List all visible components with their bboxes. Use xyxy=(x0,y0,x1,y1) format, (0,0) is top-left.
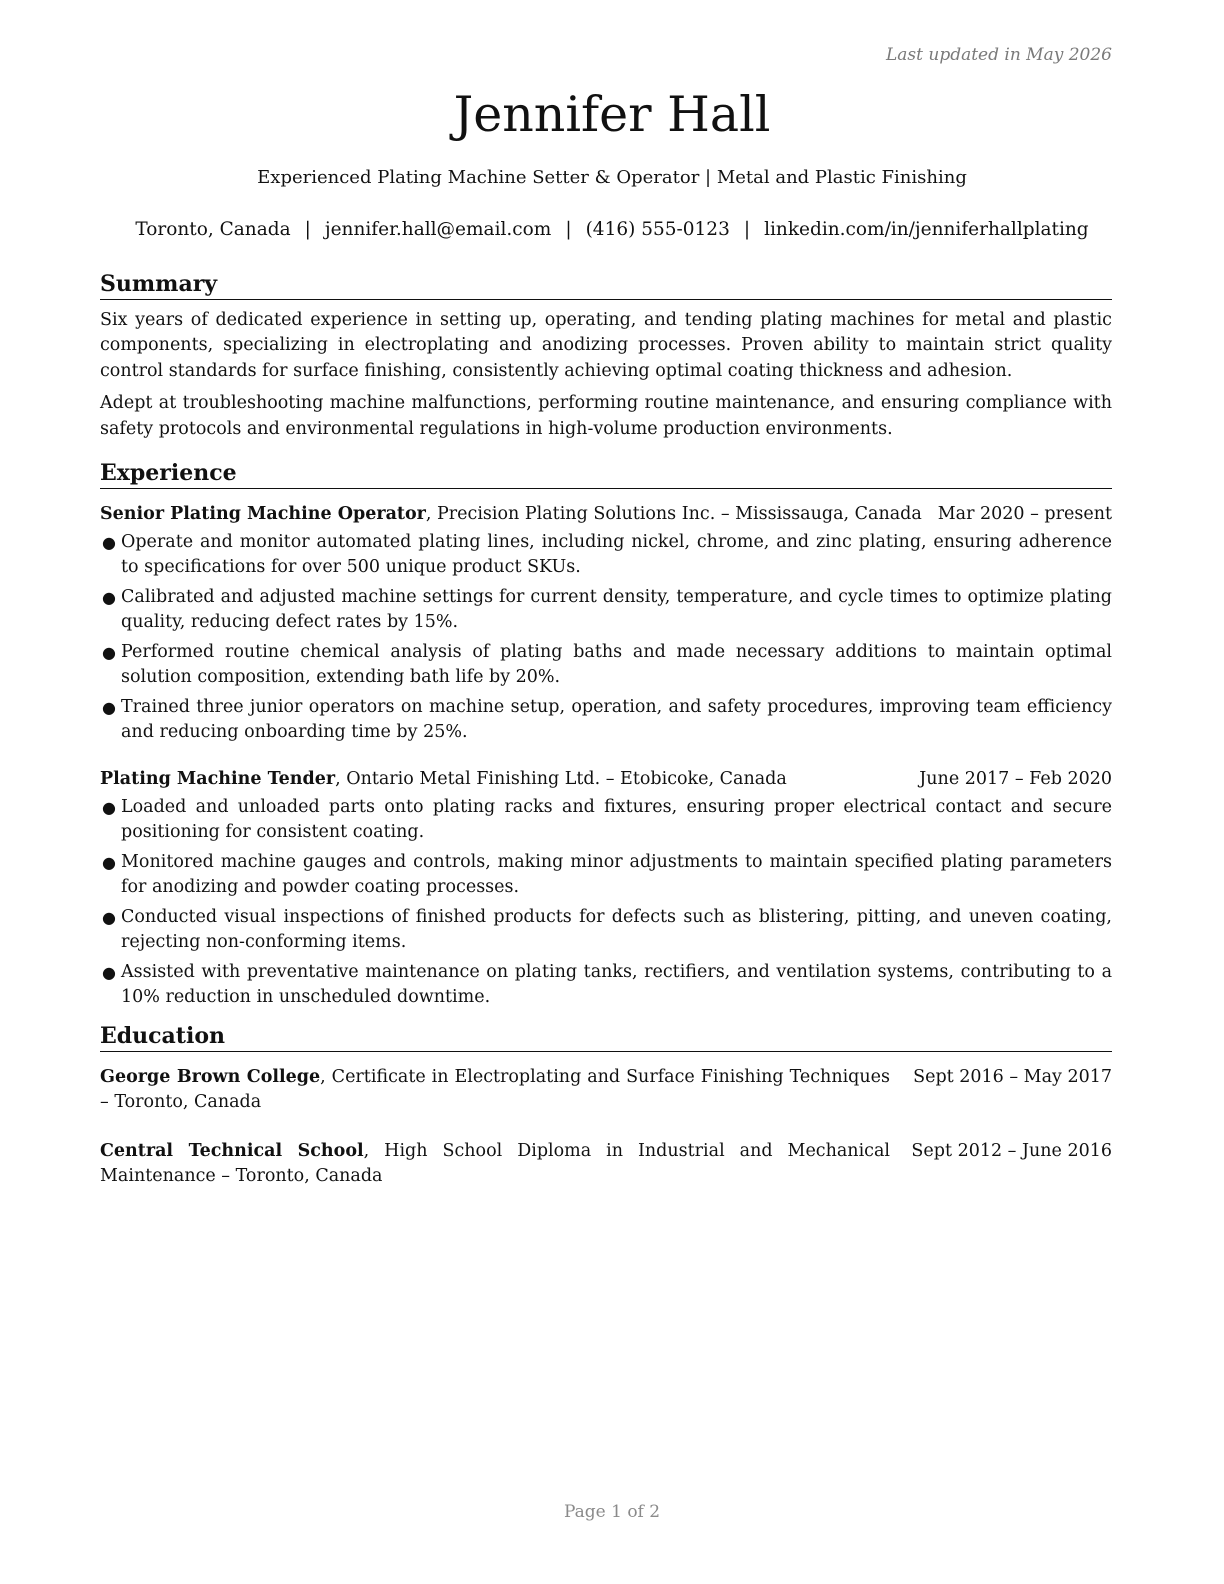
section-title-experience: Experience xyxy=(100,459,1112,489)
list-item xyxy=(100,795,1112,845)
separator: | xyxy=(565,219,572,240)
bullet-text: Trained three junior operators on machine setup, operation, and safety procedures, improving team efficiency and reducing onboarding time by 25%. xyxy=(121,697,1112,743)
bullet-text: Operate and monitor automated plating lines, including nickel, chrome, and zinc plating, ensuring adherence to specifications for over 500 unique product SKUs. xyxy=(121,532,1112,578)
education-dates: Sept 2012 – June 2016 xyxy=(911,1141,1112,1162)
education-entry xyxy=(100,1065,1112,1115)
bullet-icon: ● xyxy=(102,963,116,983)
education-entry xyxy=(100,1139,1112,1189)
job-dates: June 2017 – Feb 2020 xyxy=(919,769,1112,790)
job-entry xyxy=(100,767,1112,1010)
job-company: , Precision Plating Solutions Inc. – Mississauga, Canada xyxy=(425,504,922,525)
page-number: Page 1 of 2 xyxy=(563,1502,661,1522)
list-item xyxy=(100,905,1112,955)
bullet-text: Assisted with preventative maintenance on plating tanks, rectifiers, and ventilation systems, contributing to a 10% reduction in unscheduled downtime. xyxy=(121,962,1112,1008)
last-updated: Last updated in May 2026 xyxy=(885,45,1112,65)
bullet-icon: ● xyxy=(102,588,116,608)
bullet-icon: ● xyxy=(102,908,116,928)
job-entry xyxy=(100,502,1112,745)
education-section xyxy=(100,1022,1112,1189)
summary-paragraph: Six years of dedicated experience in setting up, operating, and tending plating machines for metal and plastic components, specializing in electroplating and anodizing processes. Proven ability to maintain strict quality control standards for surface finishing, consistently achieving optimal coating thickness and adhesion. xyxy=(100,310,1112,381)
section-title-summary: Summary xyxy=(100,270,1112,300)
education-detail: , High School Diploma in Industrial and Mechanical Maintenance – Toronto, Canada xyxy=(100,1141,891,1187)
list-item xyxy=(100,960,1112,1010)
education-detail: , Certificate in Electroplating and Surface Finishing Techniques – Toronto, Canada xyxy=(100,1067,890,1113)
school-name: George Brown College xyxy=(100,1067,321,1088)
list-item xyxy=(100,695,1112,745)
bullet-text: Loaded and unloaded parts onto plating racks and fixtures, ensuring proper electrical contact and secure positioning for consistent coating. xyxy=(121,797,1112,843)
headline: Experienced Plating Machine Setter & Operator | Metal and Plastic Finishing xyxy=(257,167,967,188)
bullet-icon: ● xyxy=(102,798,116,818)
education-dates: Sept 2016 – May 2017 xyxy=(913,1067,1112,1088)
contact-line xyxy=(0,219,1224,240)
phone: (416) 555-0123 xyxy=(585,219,730,240)
bullet-text: Calibrated and adjusted machine settings for current density, temperature, and cycle times to optimize plating quality, reducing defect rates by 15%. xyxy=(121,587,1112,633)
email-link[interactable]: jennifer.hall@email.com xyxy=(324,219,552,240)
job-dates: Mar 2020 – present xyxy=(937,504,1112,525)
list-item xyxy=(100,585,1112,635)
bullet-text: Monitored machine gauges and controls, making minor adjustments to maintain specified plating parameters for anodizing and powder coating processes. xyxy=(121,852,1112,898)
list-item xyxy=(100,530,1112,580)
job-company: , Ontario Metal Finishing Ltd. – Etobicoke, Canada xyxy=(335,769,787,790)
bullet-icon: ● xyxy=(102,533,116,553)
summary-paragraph: Adept at troubleshooting machine malfunctions, performing routine maintenance, and ensuring compliance with safety protocols and environmental regulations in high-volume production environments. xyxy=(100,393,1112,439)
separator: | xyxy=(743,219,751,240)
candidate-name: Jennifer Hall xyxy=(453,86,771,143)
bullet-icon: ● xyxy=(102,698,116,718)
list-item xyxy=(100,640,1112,690)
job-role: Plating Machine Tender xyxy=(100,769,336,790)
separator: | xyxy=(304,219,311,240)
bullet-text: Performed routine chemical analysis of plating baths and made necessary additions to maintain optimal solution composition, extending bath life by 20%. xyxy=(121,642,1112,688)
linkedin-link[interactable]: linkedin.com/in/jenniferhallplating xyxy=(764,219,1089,240)
resume-content xyxy=(100,270,1112,1189)
job-role: Senior Plating Machine Operator xyxy=(100,504,426,525)
job-header xyxy=(100,502,1112,527)
school-name: Central Technical School xyxy=(100,1141,364,1162)
job-header xyxy=(100,767,1112,792)
experience-section xyxy=(100,459,1112,1010)
job-bullets xyxy=(100,530,1112,745)
section-title-education: Education xyxy=(100,1022,1112,1052)
summary-section xyxy=(100,270,1112,442)
bullet-text: Conducted visual inspections of finished products for defects such as blistering, pitting, and uneven coating, rejecting non-conforming items. xyxy=(121,907,1112,953)
list-item xyxy=(100,850,1112,900)
job-bullets xyxy=(100,795,1112,1010)
location: Toronto, Canada xyxy=(135,219,291,240)
bullet-icon: ● xyxy=(102,853,116,873)
bullet-icon: ● xyxy=(102,643,116,663)
